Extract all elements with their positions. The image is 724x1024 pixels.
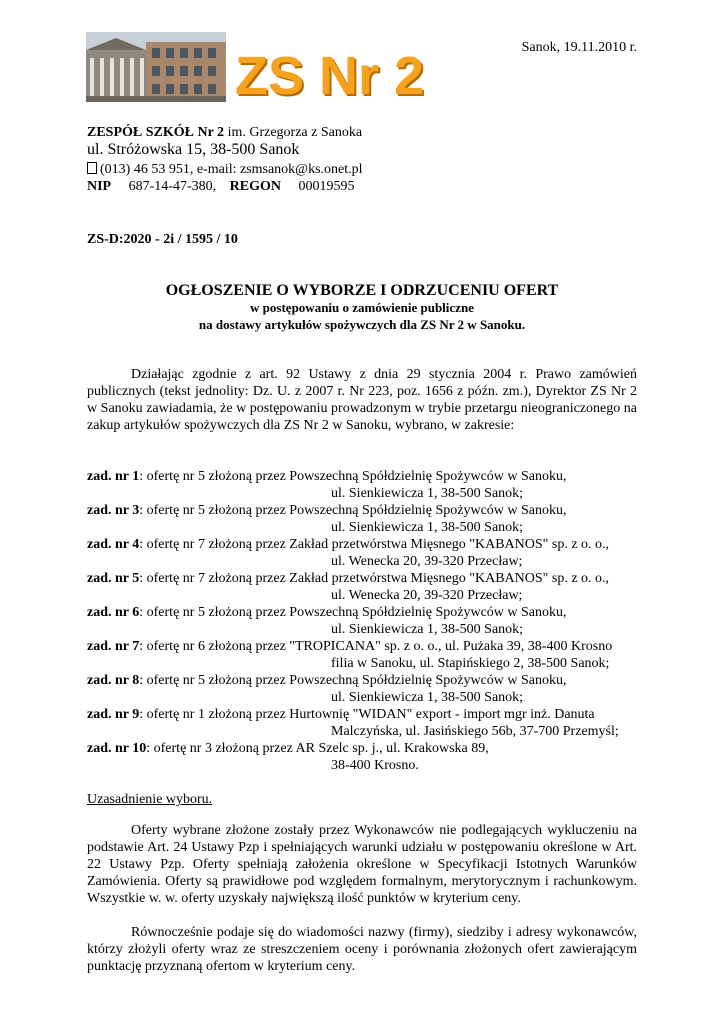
item-label: zad. nr 3	[87, 503, 140, 518]
phone-icon	[87, 162, 97, 174]
building-illustration	[86, 32, 226, 102]
item-address: ul. Sienkiewicza 1, 38-500 Sanok;	[331, 690, 524, 705]
item-text: : ofertę nr 5 złożoną przez Powszechną Spółdzielnię Spożywców w Sanoku,	[139, 469, 567, 484]
list-item	[87, 536, 637, 570]
nip-value: 687-14-47-380,	[128, 179, 217, 194]
item-address: ul. Sienkiewicza 1, 38-500 Sanok;	[331, 520, 524, 535]
regon-label: REGON	[229, 179, 281, 194]
tax-ids-line	[87, 178, 354, 195]
document-title: OGŁOSZENIE O WYBORZE I ODRZUCENIU OFERT	[165, 282, 559, 299]
item-text: : ofertę nr 5 złożoną przez Powszechną Spółdzielnię Spożywców w Sanoku,	[139, 605, 567, 620]
document-subtitle-1: w postępowaniu o zamówienie publiczne	[250, 300, 474, 315]
regon-value: 00019595	[298, 179, 355, 194]
list-item	[87, 706, 637, 740]
document-subtitle-2: na dostawy artykułów spożywczych dla ZS Nr 2 w Sanoku.	[198, 317, 526, 332]
nip-label: NIP	[87, 179, 112, 194]
list-item	[87, 468, 637, 502]
item-label: zad. nr 4	[87, 537, 140, 552]
item-address: ul. Sienkiewicza 1, 38-500 Sanok;	[331, 622, 524, 637]
list-item	[87, 604, 637, 638]
school-name-line	[87, 124, 362, 141]
item-address: 38-400 Krosno.	[331, 758, 419, 773]
item-text: : ofertę nr 7 złożoną przez Zakład przetwórstwa Mięsnego "KABANOS" sp. z o. o.,	[139, 571, 610, 586]
list-item	[87, 672, 637, 706]
item-address: ul. Sienkiewicza 1, 38-500 Sanok;	[331, 486, 524, 501]
item-label: zad. nr 8	[87, 673, 140, 688]
justification-heading-text: Uzasadnienie wyboru.	[87, 792, 213, 807]
list-item	[87, 638, 637, 672]
phone-email: (013) 46 53 951, e-mail: zsmsanok@ks.onet.pl	[100, 162, 363, 177]
document-date: Sanok, 19.11.2010 r.	[521, 40, 637, 55]
item-label: zad. nr 7	[87, 639, 140, 654]
justification-paragraph-1: Oferty wybrane złożone zostały przez Wykonawców nie podlegających wykluczeniu na podstawie Art. 24 Ustawy Pzp i spełniających warunki udziału w postępowaniu określone w Art. 22 Ustawy Pzp. Oferty spełniają założenia określone w Specyfikacji Istotnych Warunków Zamówienia. Oferty są prawidłowe pod względem formalnym, merytorycznym i rachunkowym. Wszystkie w. w. oferty uzyskały największą ilość punktów w kryterium ceny.	[87, 823, 637, 906]
item-label: zad. nr 6	[87, 605, 140, 620]
school-logo-text: ZS Nr 2	[235, 46, 425, 106]
item-address: Malczyńska, ul. Jasińskiego 56b, 37-700 Przemyśl;	[331, 724, 619, 739]
item-label: zad. nr 1	[87, 469, 140, 484]
item-text: : ofertę nr 7 złożoną przez Zakład przetwórstwa Mięsnego "KABANOS" sp. z o. o.,	[139, 537, 610, 552]
item-address: ul. Wenecka 20, 39-320 Przecław;	[331, 588, 523, 603]
item-label: zad. nr 5	[87, 571, 140, 586]
item-label: zad. nr 9	[87, 707, 140, 722]
justification-heading	[87, 791, 637, 808]
item-text: : ofertę nr 1 złożoną przez Hurtownię "WIDAN" export - import mgr inż. Danuta	[139, 707, 595, 722]
school-patron: im. Grzegorza z Sanoka	[224, 125, 363, 140]
intro-paragraph: Działając zgodnie z art. 92 Ustawy z dnia 29 stycznia 2004 r. Prawo zamówień publicznych (tekst jednolity: Dz. U. z 2007 r. Nr 223, poz. 1656 z późn. zm.), Dyrektor ZS Nr 2 w Sanoku zawiadamia, że w postępowaniu prowadzonym w trybie przetargu nieograniczonego na zakup artykułów spożywczych dla ZS Nr 2 w Sanoku, wybrano, w zakresie:	[87, 367, 637, 433]
item-text: : ofertę nr 6 złożoną przez "TROPICANA" sp. z o. o., ul. Pużaka 39, 38-400 Krosno	[139, 639, 613, 654]
list-item	[87, 502, 637, 536]
justification-paragraph-2: Równocześnie podaje się do wiadomości nazwy (firmy), siedziby i adresy wykonawców, którzy złożyli oferty wraz ze streszczeniem oceny i porównania złożonych ofert zawierającym punktację przyznaną ofertom w kryterium ceny.	[87, 925, 637, 974]
item-text: : ofertę nr 3 złożoną przez AR Szelc sp. j., ul. Krakowska 89,	[146, 741, 489, 756]
item-address: ul. Wenecka 20, 39-320 Przecław;	[331, 554, 523, 569]
item-text: : ofertę nr 5 złożoną przez Powszechną Spółdzielnię Spożywców w Sanoku,	[139, 503, 567, 518]
list-item	[87, 570, 637, 604]
school-building-photo	[86, 32, 226, 102]
item-label: zad. nr 10	[87, 741, 147, 756]
item-address: filia w Sanoku, ul. Stapińskiego 2, 38-500 Sanok;	[331, 656, 610, 671]
item-text: : ofertę nr 5 złożoną przez Powszechną Spółdzielnię Spożywców w Sanoku,	[139, 673, 567, 688]
school-name: ZESPÓŁ SZKÓŁ Nr 2	[87, 125, 225, 140]
reference-number: ZS-D:2020 - 2i / 1595 / 10	[87, 232, 238, 247]
school-address: ul. Stróżowska 15, 38-500 Sanok	[87, 141, 300, 158]
contact-line	[87, 161, 363, 178]
list-item	[87, 740, 637, 774]
